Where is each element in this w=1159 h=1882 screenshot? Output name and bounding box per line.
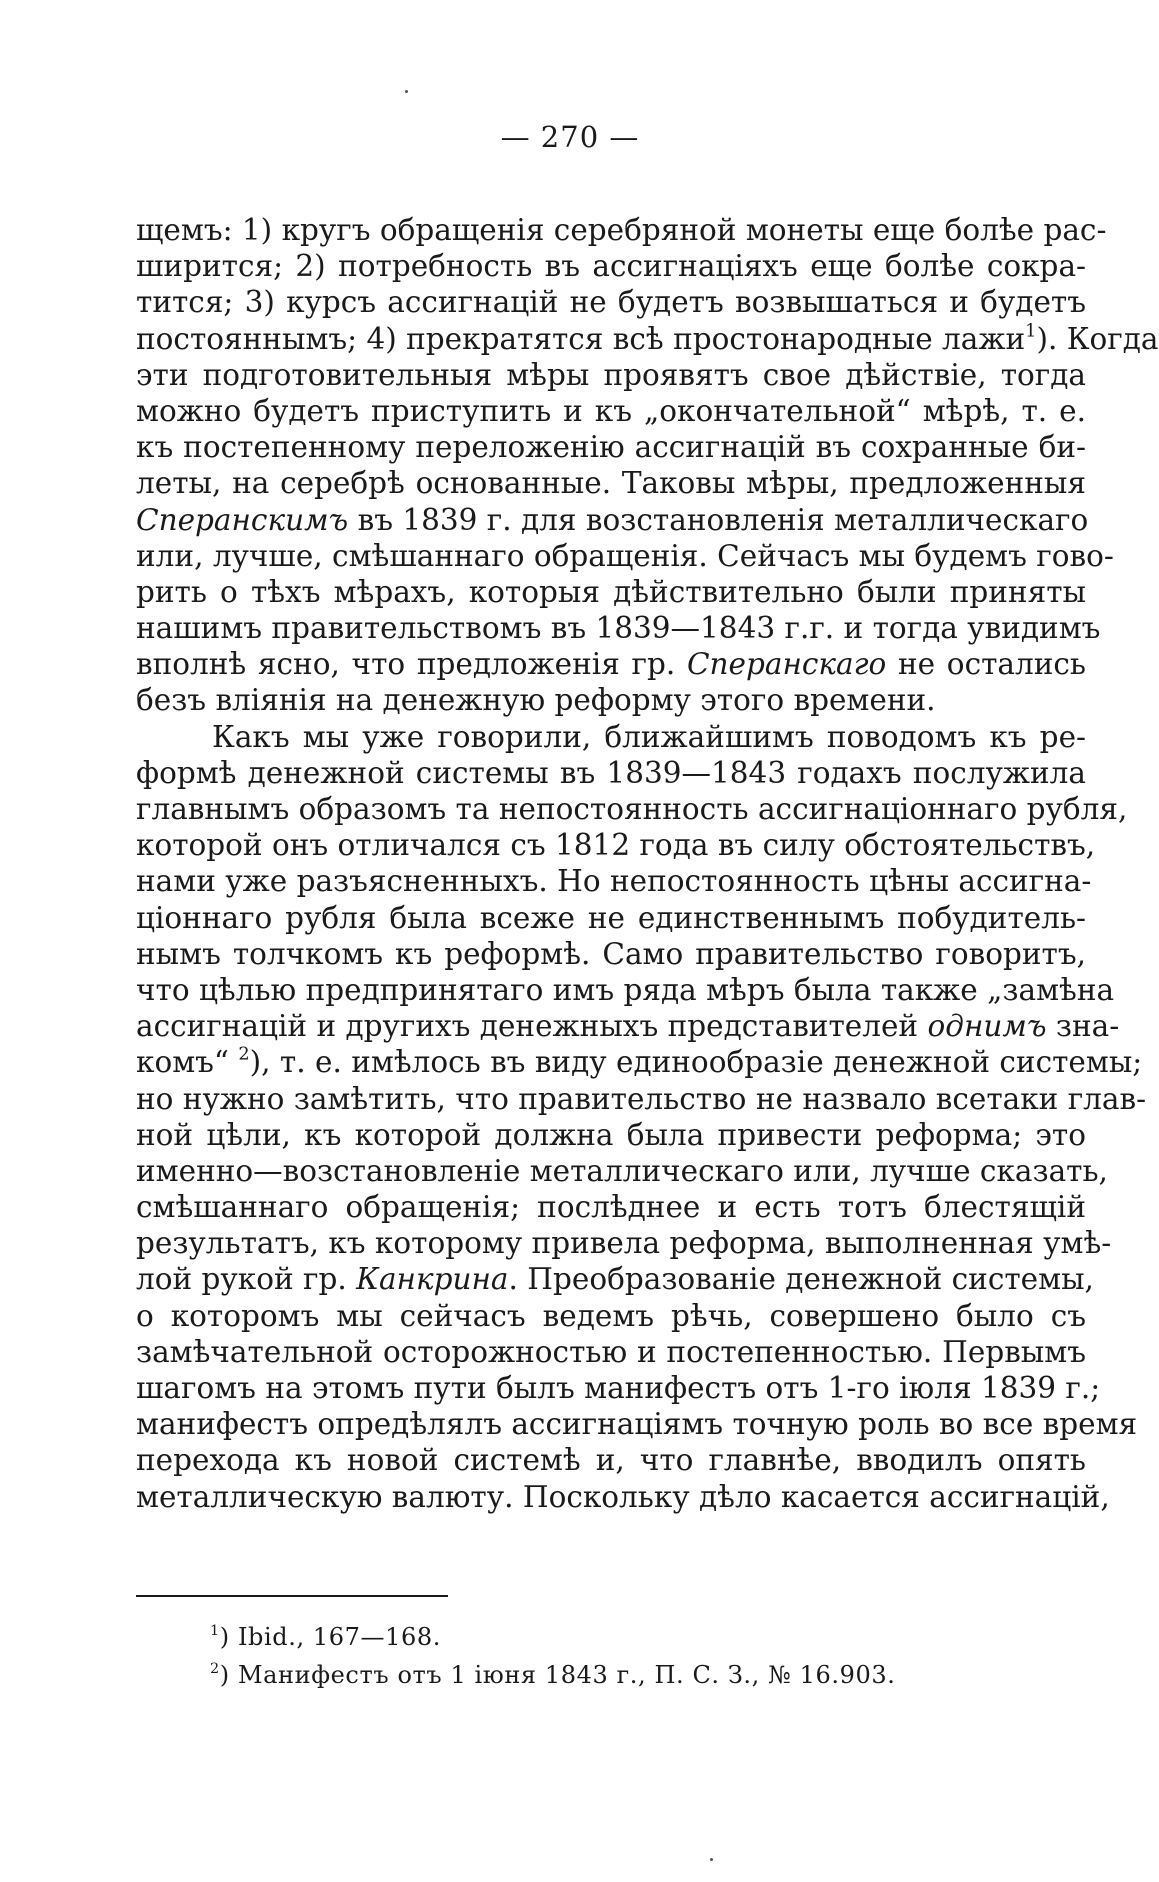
- text-line: щемъ: 1) кругъ обращенія серебряной монеты еще болѣе рас-: [136, 213, 1107, 247]
- text-fragment: вполнѣ ясно, что предложенія гр.: [136, 647, 676, 682]
- footnotes: [210, 1618, 1010, 1694]
- text-line: [136, 646, 1086, 682]
- page-number: — 270 —: [500, 120, 640, 154]
- text-fragment: постояннымъ; 4) прекратятся всѣ простонародные лажи: [136, 321, 1026, 356]
- footnote-text: ) Ibid., 167—168.: [219, 1623, 441, 1651]
- text-fragment: въ 1839 г. для возстановленія металлическаго: [348, 502, 1089, 537]
- text-fragment: ассигнацій и другихъ денежныхъ представителей: [136, 1009, 919, 1044]
- text-line: манифестъ опредѣлялъ ассигнаціямъ точную роль во все время: [136, 1407, 1138, 1442]
- text-line: нашимъ правительствомъ въ 1839—1843 г.г. и тогда увидимъ: [136, 611, 1101, 646]
- text-line: ной цѣли, къ которой должна была привести реформа; это: [136, 1117, 1086, 1152]
- text-line: главнымъ образомъ та непостоянность ассигнаціоннаго рубля,: [136, 792, 1128, 826]
- text-line: именно—возстановленіе металлическаго или, лучше сказать,: [136, 1153, 1108, 1188]
- footnote-divider: [136, 1595, 448, 1597]
- text-line: шагомъ на этомъ пути былъ манифестъ отъ 1-го іюля 1839 г.;: [136, 1371, 1101, 1405]
- text-line: нымъ толчкомъ къ реформѣ. Само правительство говоритъ,: [136, 936, 1086, 971]
- text-line: замѣчательной осторожностью и постепенностью. Первымъ: [136, 1334, 1086, 1369]
- text-line: нами уже разъясненныхъ. Но непостоянность цѣны ассигна-: [136, 864, 1092, 899]
- footnote-number: 2: [210, 1660, 220, 1677]
- footnote-text: ) Манифестъ отъ 1 іюня 1843 г., П. С. З., № 16.903.: [219, 1661, 896, 1689]
- text-line: о которомъ мы сейчасъ ведемъ рѣчь, совершено было съ: [136, 1298, 1086, 1333]
- text-line: тится; 3) курсъ ассигнацій не будетъ возвышаться и будетъ: [136, 285, 1086, 320]
- text-line: къ постепенному переложенію ассигнацій въ сохранные би-: [136, 430, 1086, 465]
- text-line: безъ вліянія на денежную реформу этого времени.: [136, 683, 936, 718]
- text-line: что цѣлью предпринятаго имъ ряда мѣръ была также „замѣна: [136, 972, 1115, 1007]
- footnote-number: 1: [210, 1622, 220, 1639]
- text-fragment: . Когда: [1047, 321, 1159, 356]
- text-fragment: . Преобразованіе денежной системы,: [508, 1262, 1094, 1297]
- text-line: Какъ мы уже говорили, ближайшимъ поводомъ къ ре-: [212, 719, 1086, 754]
- text-line: [136, 1261, 1094, 1297]
- print-speck: [710, 1858, 713, 1861]
- text-line: перехода къ новой системѣ и, что главнѣе, вводилъ опять: [136, 1443, 1086, 1478]
- author-name-speransky: Сперанскаго: [686, 647, 887, 682]
- text-line: рить о тѣхъ мѣрахъ, которыя дѣйствительно были приняты: [136, 574, 1086, 609]
- text-line: металлическую валюту. Поскольку дѣло касается ассигнацій,: [136, 1479, 1110, 1514]
- text-line: [136, 502, 1089, 538]
- text-line: можно будетъ приступить и къ „окончательной“ мѣрѣ, т. е.: [136, 393, 1086, 428]
- text-fragment: ), т. е. имѣлось въ виду единообразіе денежной системы;: [249, 1045, 1143, 1080]
- body-text: [136, 212, 1159, 1515]
- text-line: которой онъ отличался съ 1812 года въ силу обстоятельствъ,: [136, 828, 1096, 863]
- text-line: ширится; 2) потребность въ ассигнаціяхъ еще болѣе сокра-: [136, 249, 1086, 284]
- text-line: смѣшаннаго обращенія; послѣднее и есть тотъ блестящій: [136, 1190, 1086, 1225]
- text-line: леты, на серебрѣ основанные. Таковы мѣры, предложенныя: [136, 466, 1086, 501]
- footnote-ref: 2: [238, 1044, 250, 1065]
- author-name-kankrin: Канкрина: [356, 1262, 509, 1297]
- text-line: результатъ, къ которому привела реформа, выполненная умѣ-: [136, 1226, 1112, 1261]
- text-fragment: зна-: [1046, 1009, 1120, 1044]
- text-line: ціоннаго рубля была всеже не единственнымъ побудитель-: [136, 900, 1086, 935]
- text-line: [136, 1008, 1120, 1044]
- footnote-ref: 1: [1025, 321, 1037, 342]
- text-line: но нужно замѣтить, что правительство не назвало всетаки глав-: [136, 1081, 1147, 1116]
- text-line: постояннымъ; 4) прекратятся всѣ простонародные лажи$^1$). Когда: [136, 321, 1159, 356]
- footnote-2: [210, 1656, 1010, 1694]
- emphasis-text: однимъ: [927, 1009, 1047, 1044]
- text-line: или, лучше, смѣшаннаго обращенія. Сейчасъ мы будемъ гово-: [136, 538, 1114, 573]
- text-line: формѣ денежной системы въ 1839—1843 годахъ послужила: [136, 755, 1086, 790]
- text-fragment: не остались: [886, 647, 1086, 682]
- text-line: эти подготовительныя мѣры проявятъ свое дѣйствіе, тогда: [136, 357, 1086, 392]
- footnote-1: [210, 1618, 1010, 1656]
- author-name-speransky: Сперанскимъ: [136, 502, 349, 537]
- text-fragment: лой рукой гр.: [136, 1262, 347, 1297]
- text-fragment: комъ“: [136, 1045, 229, 1080]
- text-line: [136, 1044, 1143, 1080]
- print-speck: [405, 90, 408, 93]
